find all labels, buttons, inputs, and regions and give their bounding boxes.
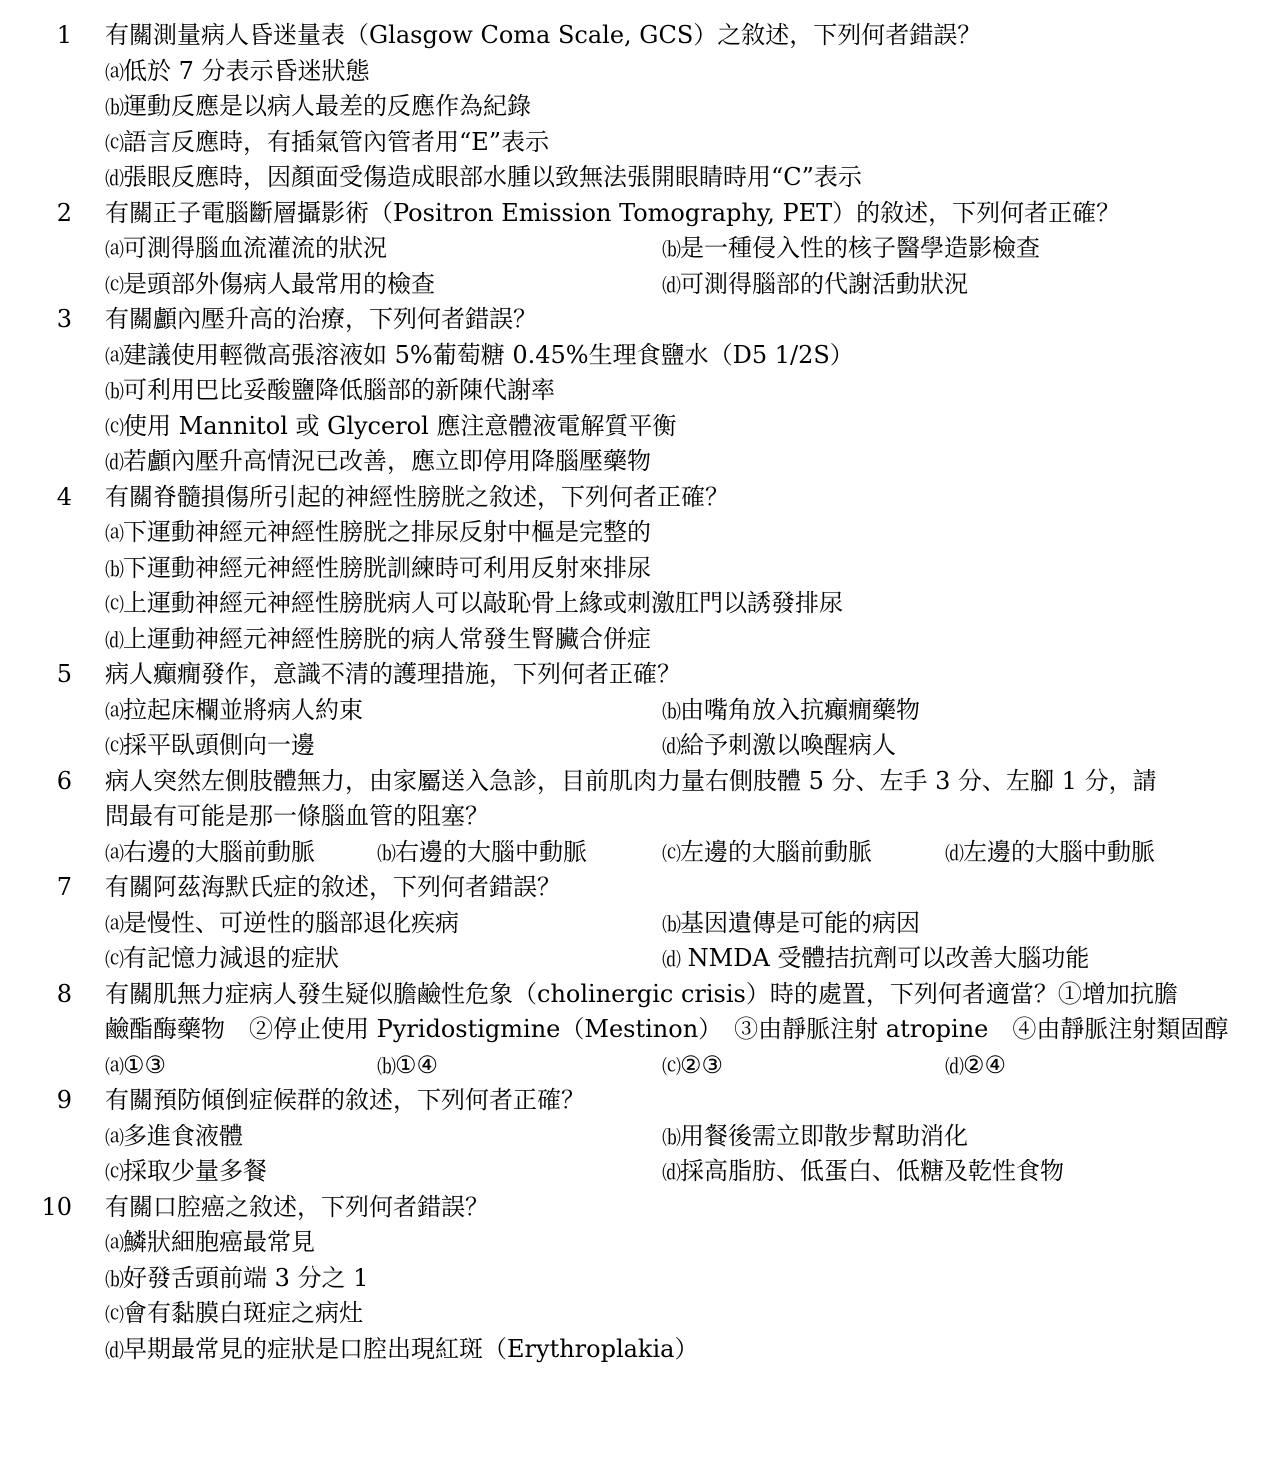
option-text: 張眼反應時，因顏面受傷造成眼部水腫以致無法張開眼睛時用“C”表示 — [123, 163, 862, 191]
question-number: 8 — [56, 979, 72, 1008]
option-mark: ⒟ — [662, 274, 681, 297]
option-row — [0, 444, 1274, 480]
option-row — [0, 267, 1274, 303]
option-mark: ⒝ — [662, 1126, 681, 1149]
option-mark: ⒟ — [662, 949, 681, 971]
option-mark: ⒞ — [105, 132, 124, 155]
option-row — [0, 1225, 1274, 1261]
answer-option — [662, 941, 1089, 979]
option-text: 上運動神經元神經性膀胱的病人常發生腎臟合併症 — [123, 624, 652, 653]
option-text: 鱗狀細胞癌最常見 — [123, 1228, 316, 1256]
answer-option — [105, 941, 339, 979]
question-stem: 有關顱內壓升高的治療，下列何者錯誤？ — [105, 305, 537, 333]
option-mark: ⒝ — [105, 1268, 124, 1291]
option-mark: ⒟ — [662, 736, 681, 758]
option-text: 右邊的大腦前動脈 — [123, 837, 316, 866]
answer-option — [662, 693, 920, 731]
question-stem: 有關預防傾倒症候群的敘述，下列何者正確？ — [105, 1086, 585, 1114]
answer-option — [105, 1225, 315, 1263]
option-mark: ⒜ — [105, 61, 124, 84]
question-number: 2 — [56, 198, 72, 227]
option-text: NMDA 受體拮抗劑可以改善大腦功能 — [680, 944, 1090, 972]
option-mark: ⒟ — [662, 1162, 681, 1184]
option-mark: ⒝ — [105, 97, 124, 119]
option-text: 使用 Mannitol 或 Glycerol 應注意體液電解質平衡 — [123, 411, 677, 440]
option-text: 是頭部外傷病人最常用的檢查 — [123, 269, 436, 298]
option-mark: ⒞ — [105, 274, 124, 297]
question-stem-line — [0, 657, 1274, 693]
answer-option — [105, 551, 651, 589]
question-stem: 問最有可能是那一條腦血管的阻塞？ — [105, 802, 489, 830]
question-item — [0, 1083, 1274, 1190]
question-item — [0, 18, 1274, 196]
option-text: 左邊的大腦前動脈 — [680, 837, 873, 866]
question-stem: 有關脊髓損傷所引起的神經性膀胱之敘述，下列何者正確？ — [105, 482, 729, 511]
option-mark: ⒟ — [105, 168, 124, 190]
option-row — [0, 835, 1274, 871]
answer-option — [377, 1048, 438, 1086]
option-mark: ⒝ — [662, 700, 681, 723]
option-text: 建議使用輕微高張溶液如 5%葡萄糖 0.45%生理食鹽水（D5 1/2S） — [123, 340, 854, 369]
answer-option — [662, 728, 896, 766]
option-mark: ⒟ — [945, 1055, 964, 1078]
option-mark: ⒝ — [377, 1055, 396, 1078]
option-row — [0, 1296, 1274, 1332]
option-row — [0, 1119, 1274, 1155]
option-row — [0, 1154, 1274, 1190]
option-mark: ⒞ — [105, 416, 124, 439]
option-text: 上運動神經元神經性膀胱病人可以敲恥骨上緣或刺激肛門以誘發排尿 — [123, 589, 844, 617]
option-mark: ⒜ — [105, 700, 124, 723]
option-row — [0, 906, 1274, 942]
option-text: 採取少量多餐 — [123, 1157, 268, 1185]
answer-option — [662, 1154, 1064, 1192]
option-text: ②④ — [963, 1050, 1007, 1079]
option-mark: ⒞ — [662, 842, 681, 865]
option-mark: ⒜ — [105, 345, 124, 368]
question-stem-line — [0, 1083, 1274, 1119]
answer-option — [105, 125, 549, 163]
answer-option — [105, 338, 854, 376]
option-text: 有記憶力減退的症狀 — [123, 944, 340, 972]
question-number: 3 — [56, 305, 72, 333]
answer-option — [105, 373, 555, 411]
option-text: ②③ — [680, 1050, 724, 1079]
option-text: 基因遺傳是可能的病因 — [680, 908, 921, 937]
option-row — [0, 160, 1274, 196]
answer-option — [105, 1261, 368, 1299]
answer-option — [105, 1048, 166, 1086]
answer-option — [105, 622, 651, 660]
option-text: 左邊的大腦中動脈 — [963, 837, 1156, 866]
question-stem: 病人突然左側肢體無力，由家屬送入急診，目前肌肉力量右側肢體 5 分、左手 3 分、左腳 1 分，請 — [105, 766, 1157, 795]
option-row — [0, 515, 1274, 551]
question-stem: 有關阿茲海默氏症的敘述，下列何者錯誤？ — [105, 873, 561, 901]
question-number: 9 — [56, 1086, 72, 1114]
question-stem: 病人癲癇發作，意識不清的護理措施，下列何者正確？ — [105, 660, 681, 688]
option-text: 由嘴角放入抗癲癇藥物 — [680, 695, 921, 724]
option-mark: ⒜ — [105, 1126, 124, 1149]
answer-option — [105, 409, 676, 447]
option-row — [0, 1332, 1274, 1368]
option-mark: ⒝ — [662, 239, 681, 261]
option-mark: ⒞ — [662, 1055, 681, 1078]
answer-option — [105, 586, 843, 624]
question-item — [0, 870, 1274, 977]
question-stem-line — [0, 196, 1274, 232]
option-text: 好發舌頭前端 3 分之 1 — [123, 1263, 369, 1292]
option-text: 下運動神經元神經性膀胱訓練時可利用反射來排尿 — [123, 553, 652, 582]
answer-option — [105, 54, 370, 92]
option-mark: ⒜ — [105, 913, 124, 936]
answer-option — [105, 444, 651, 482]
answer-option — [662, 906, 920, 944]
option-mark: ⒞ — [105, 1162, 124, 1184]
option-text: 早期最常見的症狀是口腔出現紅斑（Erythroplakia） — [123, 1334, 699, 1363]
answer-option — [945, 1048, 1006, 1086]
answer-option — [662, 231, 1040, 269]
question-stem-line — [0, 18, 1274, 54]
question-number: 10 — [41, 1192, 72, 1221]
question-stem-line — [0, 870, 1274, 906]
answer-option — [105, 1119, 243, 1157]
option-mark: ⒜ — [105, 1055, 124, 1078]
question-item — [0, 302, 1274, 480]
answer-option — [662, 1119, 968, 1157]
answer-option — [105, 160, 862, 198]
option-mark: ⒟ — [105, 452, 124, 474]
option-row — [0, 125, 1274, 161]
option-mark: ⒞ — [105, 736, 124, 758]
option-row — [0, 728, 1274, 764]
option-row — [0, 89, 1274, 125]
answer-option — [105, 89, 531, 127]
answer-option — [662, 267, 968, 305]
option-text: 採平臥頭側向一邊 — [123, 731, 316, 759]
question-stem-line — [0, 764, 1274, 800]
option-text: 給予刺激以喚醒病人 — [680, 731, 897, 759]
option-mark: ⒜ — [105, 842, 124, 865]
option-mark: ⒜ — [105, 239, 124, 261]
question-number: 7 — [56, 873, 72, 901]
option-row — [0, 941, 1274, 977]
question-stem: 有關肌無力症病人發生疑似膽鹼性危象（cholinergic crisis）時的處置，下列何者適當？①增加抗膽 — [105, 979, 1178, 1008]
option-row — [0, 338, 1274, 374]
answer-option — [105, 693, 363, 731]
answer-option — [105, 728, 315, 766]
question-number: 5 — [56, 660, 72, 688]
question-stem-line — [0, 1012, 1274, 1048]
option-text: 可測得腦部的代謝活動狀況 — [680, 269, 969, 298]
option-text: 是慢性、可逆性的腦部退化疾病 — [123, 908, 460, 937]
question-stem-line — [0, 302, 1274, 338]
answer-option — [105, 515, 651, 553]
answer-option — [945, 835, 1155, 873]
question-stem: 有關口腔癌之敘述，下列何者錯誤？ — [105, 1192, 489, 1221]
option-text: 拉起床欄並將病人約束 — [123, 695, 364, 724]
question-item — [0, 196, 1274, 303]
question-stem-line — [0, 480, 1274, 516]
option-row — [0, 1261, 1274, 1297]
option-text: ①④ — [395, 1050, 439, 1079]
option-row — [0, 54, 1274, 90]
question-stem-line — [0, 977, 1274, 1013]
option-text: ①③ — [123, 1050, 167, 1079]
option-row — [0, 586, 1274, 622]
answer-option — [105, 231, 387, 269]
option-text: 語言反應時，有插氣管內管者用“E”表示 — [123, 127, 550, 156]
answer-option — [105, 835, 315, 873]
option-text: 會有黏膜白斑症之病灶 — [123, 1299, 364, 1327]
option-text: 可利用巴比妥酸鹽降低腦部的新陳代謝率 — [123, 376, 556, 404]
option-mark: ⒟ — [945, 842, 964, 865]
question-item — [0, 764, 1274, 871]
question-stem: 鹼酯酶藥物 ②停止使用 Pyridostigmine（Mestinon） ③由靜脈注射 atropine ④由靜脈注射類固醇 — [105, 1015, 1229, 1043]
option-mark: ⒟ — [105, 629, 124, 652]
answer-option — [105, 906, 459, 944]
option-text: 可測得腦血流灌流的狀況 — [123, 234, 388, 262]
question-number: 6 — [56, 766, 72, 795]
question-stem: 有關測量病人昏迷量表（Glasgow Coma Scale, GCS）之敘述，下列何者錯誤？ — [105, 21, 982, 49]
option-mark: ⒟ — [105, 1339, 124, 1362]
answer-option — [105, 267, 435, 305]
option-row — [0, 693, 1274, 729]
option-mark: ⒝ — [105, 558, 124, 581]
option-text: 低於 7 分表示昏迷狀態 — [123, 56, 370, 85]
answer-option — [662, 835, 872, 873]
option-mark: ⒝ — [377, 842, 396, 865]
question-item — [0, 977, 1274, 1084]
question-stem-line — [0, 1190, 1274, 1226]
question-list — [0, 18, 1274, 1367]
option-row — [0, 1048, 1274, 1084]
option-text: 多進食液體 — [123, 1121, 244, 1150]
option-mark: ⒜ — [105, 523, 124, 545]
question-item — [0, 480, 1274, 658]
question-item — [0, 657, 1274, 764]
option-row — [0, 551, 1274, 587]
option-text: 用餐後需立即散步幫助消化 — [680, 1121, 969, 1150]
answer-option — [105, 1332, 698, 1370]
option-mark: ⒝ — [662, 913, 681, 936]
option-mark: ⒞ — [105, 1304, 124, 1326]
option-row — [0, 373, 1274, 409]
option-mark: ⒞ — [105, 949, 124, 971]
question-number: 1 — [56, 21, 72, 49]
option-text: 右邊的大腦中動脈 — [395, 837, 588, 866]
option-text: 下運動神經元神經性膀胱之排尿反射中樞是完整的 — [123, 518, 652, 546]
question-stem: 有關正子電腦斷層攝影術（Positron Emission Tomography, PET）的敘述，下列何者正確？ — [105, 198, 1121, 227]
option-text: 採高脂肪、低蛋白、低糖及乾性食物 — [680, 1157, 1065, 1185]
answer-option — [105, 1154, 267, 1192]
option-text: 若顱內壓升高情況已改善，應立即停用降腦壓藥物 — [123, 447, 652, 475]
answer-option — [105, 1296, 363, 1334]
option-row — [0, 622, 1274, 658]
option-mark: ⒝ — [105, 381, 124, 403]
option-text: 是一種侵入性的核子醫學造影檢查 — [680, 234, 1041, 262]
question-number: 4 — [56, 482, 72, 511]
question-item — [0, 1190, 1274, 1368]
option-text: 運動反應是以病人最差的反應作為紀錄 — [123, 92, 532, 120]
question-stem-line — [0, 799, 1274, 835]
answer-option — [662, 1048, 723, 1086]
option-mark: ⒜ — [105, 1233, 124, 1255]
answer-option — [377, 835, 587, 873]
option-row — [0, 231, 1274, 267]
option-row — [0, 409, 1274, 445]
option-mark: ⒞ — [105, 594, 124, 616]
